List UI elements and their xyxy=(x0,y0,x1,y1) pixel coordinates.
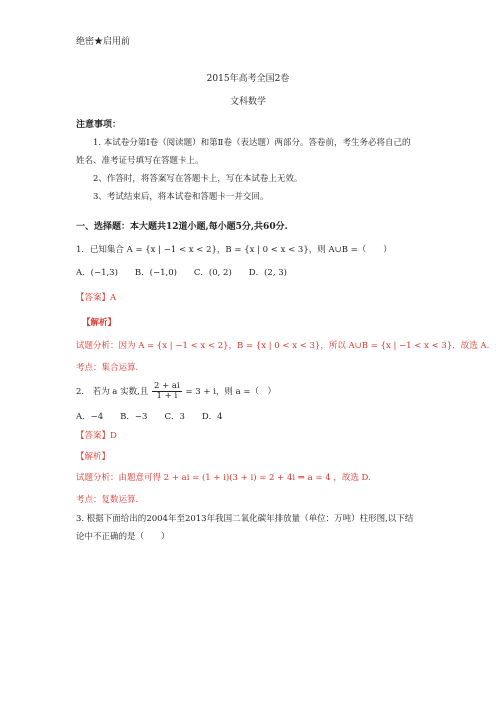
question-2-stem xyxy=(76,382,276,401)
question-2-options: A．−4 B．−3 C．3 D．4 xyxy=(76,412,223,422)
question-2-analysis: 试题分析：由题意可得 2 + ai = (1 + i)(3 + i) = 2 + 4i ⇒ a = 4 ，故选 D. xyxy=(76,473,371,483)
question-1-analysis-tag: 【解析】 xyxy=(82,318,117,328)
question-2-point: 考点：复数运算. xyxy=(76,495,139,505)
question-2-fraction xyxy=(152,382,182,401)
question-3-stem-a: 3. 根据下面给出的2004年至2013年我国二氧化碳年排放量（单位：万吨）柱形图,以下结 xyxy=(76,514,414,524)
question-1-point: 考点：集合运算. xyxy=(76,363,139,373)
exam-title: 2015年高考全国2卷 xyxy=(206,74,290,84)
section-heading: 一、选择题：本大题共12道小题,每小题5分,共60分. xyxy=(76,222,288,232)
notice-title: 注意事项： xyxy=(76,120,122,130)
fraction-numerator: 2 + ai xyxy=(154,381,180,391)
question-1-analysis: 试题分析：因为 A = {x | −1 < x < 2}，B = {x | 0 < x < 3}，所以 A∪B = {x | −1 < x < 3}．故选 A. xyxy=(76,341,490,351)
notice-item-3: 3、考试结束后，将本试卷和答题卡一并交回。 xyxy=(93,192,269,202)
fraction-denominator: 1 + i xyxy=(156,391,178,401)
exam-subject: 文科数学 xyxy=(229,97,266,107)
notice-item-2: 2、作答时，将答案写在答题卡上，写在本试卷上无效。 xyxy=(93,174,303,184)
question-1-options: A．(−1,3) B．(−1,0) C．(0, 2) D．(2, 3) xyxy=(76,268,287,278)
notice-item-1a: 1. 本试卷分第Ⅰ卷（阅读题）和第Ⅱ卷（表达题）两部分。答卷前，考生务必将自己的 xyxy=(93,138,411,148)
notice-item-1b: 姓名、准考证号填写在答题卡上。 xyxy=(76,156,204,166)
question-1-stem: 1．已知集合 A = {x | −1 < x < 2}，B = {x | 0 < x < 3}，则 A∪B =（ ） xyxy=(76,245,392,255)
question-2-stem-pre: 2. 若为 a 实数,且 xyxy=(76,387,149,397)
question-1-answer: 【答案】A xyxy=(76,293,117,303)
question-2-analysis-tag: 【解析】 xyxy=(76,452,111,462)
question-2-stem-post: = 3 + i，则 a =（ ） xyxy=(185,387,277,397)
question-2-answer: 【答案】D xyxy=(76,431,117,441)
question-3-stem-b: 论中不正确的是（ ） xyxy=(76,532,170,542)
secret-mark: 绝密★启用前 xyxy=(76,37,131,47)
